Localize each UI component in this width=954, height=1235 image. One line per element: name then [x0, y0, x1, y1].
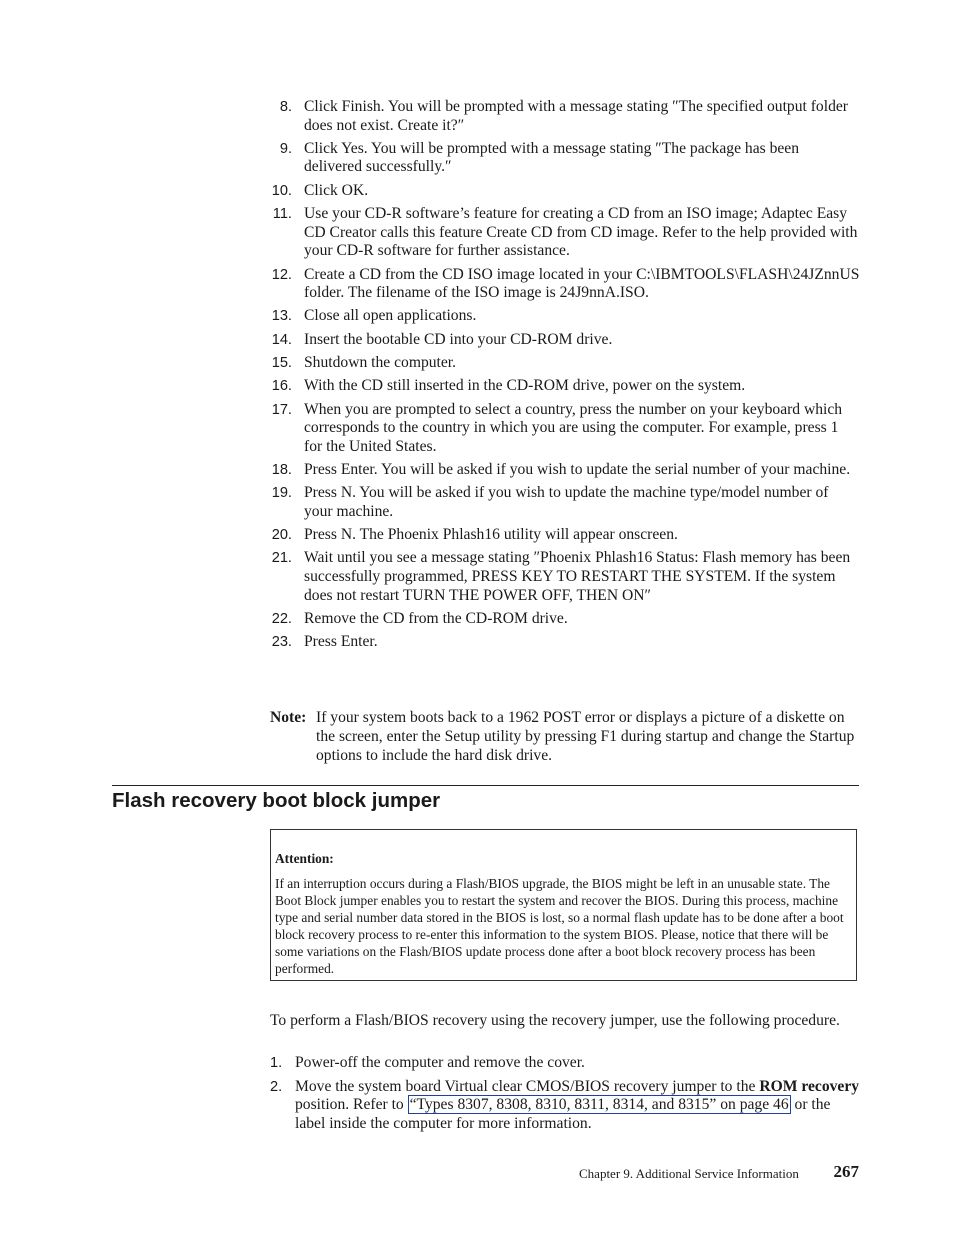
- list-item: [260, 331, 860, 350]
- list-item: [260, 266, 860, 303]
- list-item: [260, 98, 860, 135]
- list-item: [260, 461, 860, 480]
- section-divider: [112, 785, 859, 786]
- step-text: Press Enter. You will be asked if you wish to update the serial number of your machine.: [304, 460, 851, 478]
- step-number: 13.: [271, 308, 292, 325]
- step-text: Close all open applications.: [304, 307, 477, 325]
- attention-text: If an interruption occurs during a Flash/BIOS upgrade, the BIOS might be left in an unusable state. The Boot Block jumper enables you to restart the system and recover the BIOS. During this process, machine type and serial number data stored in the BIOS is lost, so a normal flash update has to be done after a boot block recovery process to re-enter this information to the system BIOS. Please, notice that there will be some variations on the Flash/BIOS update process done after a boot block recovery process has been performed.: [275, 876, 844, 976]
- step-number: 16.: [271, 378, 292, 395]
- step-text: With the CD still inserted in the CD-ROM drive, power on the system.: [304, 377, 746, 395]
- step-text-part: or the label inside the computer for more information.: [295, 1096, 831, 1132]
- step-text-part: position. Refer to: [295, 1096, 408, 1114]
- list-item: [260, 377, 860, 396]
- step-text: Remove the CD from the CD-ROM drive.: [304, 609, 568, 627]
- section-heading: Flash recovery boot block jumper: [112, 789, 441, 812]
- list-item: [260, 140, 860, 177]
- step-text: Use your CD-R software’s feature for creating a CD from an ISO image; Adaptec Easy CD Creator calls this feature Create CD from CD image. Refer to the help provided with your CD-R software for further assistance.: [304, 205, 858, 260]
- rom-recovery-term: ROM recovery: [759, 1077, 860, 1095]
- footer-chapter-title: Chapter 9. Additional Service Information: [579, 1166, 799, 1181]
- list-item: [260, 182, 860, 201]
- step-number: 1.: [270, 1055, 283, 1071]
- page-footer: [579, 1160, 859, 1184]
- step-text: [295, 1078, 860, 1134]
- step-text: Click OK.: [304, 181, 369, 199]
- step-number: 18.: [271, 461, 292, 478]
- step-number: 2.: [270, 1078, 283, 1095]
- step-number: 19.: [271, 485, 292, 502]
- list-item: [260, 484, 860, 521]
- recovery-step-list: [270, 1054, 860, 1138]
- note-text: If your system boots back to a 1962 POST error or displays a picture of a diskette on the screen, enter the Setup utility by pressing F1 during startup and change the Startup options to include the hard disk drive.: [316, 709, 855, 764]
- step-number: 17.: [271, 401, 292, 418]
- step-number: 9.: [279, 140, 292, 157]
- step-number: 8.: [279, 99, 292, 115]
- step-number: 22.: [271, 610, 292, 627]
- list-item: [260, 610, 860, 629]
- attention-box: [270, 829, 857, 981]
- step-text: Press Enter.: [304, 633, 378, 651]
- step-number: 11.: [272, 206, 292, 223]
- list-item: [260, 549, 860, 605]
- cross-reference-link[interactable]: “Types 8307, 8308, 8310, 8311, 8314, and 8315” on page 46: [409, 1096, 789, 1114]
- list-item: [260, 526, 860, 545]
- step-text-part: Move the system board Virtual clear CMOS/BIOS recovery jumper to the: [295, 1077, 760, 1095]
- procedure-step-list: [260, 98, 860, 656]
- list-item: [270, 1054, 860, 1073]
- list-item: [260, 354, 860, 373]
- step-number: 21.: [271, 550, 292, 567]
- step-text: Click Yes. You will be prompted with a message stating ″The package has been delivered successfully.″: [304, 139, 800, 176]
- step-text: Click Finish. You will be prompted with a message stating ″The specified output folder does not exist. Create it?″: [304, 98, 848, 134]
- note-block: [270, 709, 860, 765]
- step-number: 20.: [271, 527, 292, 544]
- note-label: Note:: [270, 709, 307, 726]
- intro-paragraph: To perform a Flash/BIOS recovery using the recovery jumper, use the following procedure.: [270, 1012, 840, 1029]
- step-text: Press N. You will be asked if you wish to update the machine type/model number of your machine.: [304, 484, 829, 520]
- step-text: Shutdown the computer.: [304, 353, 457, 371]
- page-number: 267: [833, 1162, 859, 1181]
- list-item: [270, 1078, 860, 1134]
- list-item: [260, 205, 860, 261]
- step-text: Power-off the computer and remove the cover.: [295, 1054, 585, 1071]
- step-text: Insert the bootable CD into your CD-ROM drive.: [304, 330, 613, 348]
- step-text: Create a CD from the CD ISO image located in your C:\IBMTOOLS\FLASH\24JZnnUS folder. The filename of the ISO image is 24J9nnA.ISO.: [304, 265, 860, 302]
- step-number: 14.: [271, 331, 292, 348]
- step-number: 10.: [271, 182, 292, 199]
- list-item: [260, 307, 860, 326]
- list-item: [260, 633, 860, 652]
- step-text: Wait until you see a message stating ″Phoenix Phlash16 Status: Flash memory has been successfully programmed, PRESS KEY TO RESTART THE SYSTEM. If the system does not restart TURN THE POWER OFF, THEN ON″: [304, 549, 851, 604]
- step-number: 23.: [271, 634, 292, 651]
- step-text: Press N. The Phoenix Phlash16 utility will appear onscreen.: [304, 526, 678, 544]
- step-number: 15.: [271, 354, 292, 371]
- list-item: [260, 401, 860, 457]
- attention-label: Attention:: [275, 851, 334, 866]
- step-number: 12.: [271, 266, 292, 283]
- step-text: When you are prompted to select a country, press the number on your keyboard which corresponds to the country in which you are using the computer. For example, press 1 for the United States.: [304, 400, 843, 455]
